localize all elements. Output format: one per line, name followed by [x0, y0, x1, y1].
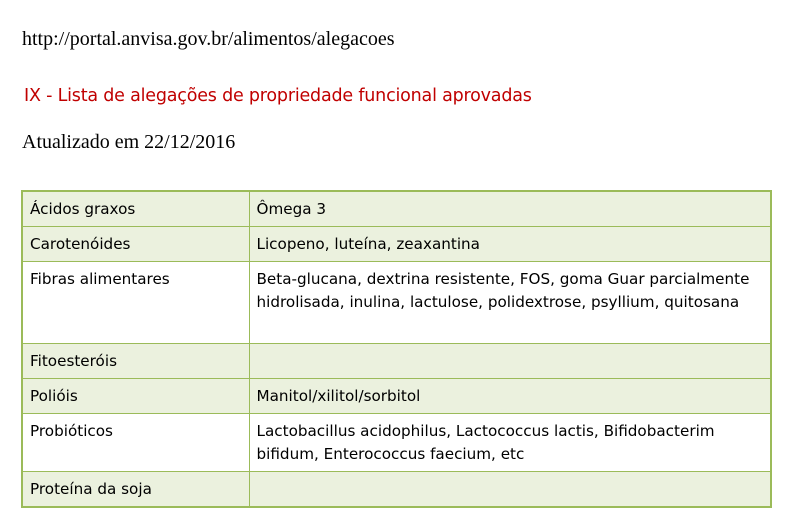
items-cell: Beta-glucana, dextrina resistente, FOS, goma Guar parcialmente hidrolisada, inulina, lactulose, polidextrose, psyllium, quitosana — [249, 262, 771, 344]
items-cell: Lactobacillus acidophilus, Lactococcus lactis, Bifidobacterim bifidum, Enterococcus faecium, etc — [249, 414, 771, 472]
category-cell: Polióis — [22, 379, 249, 414]
functional-claims-table — [21, 190, 772, 508]
category-cell: Fitoesteróis — [22, 344, 249, 379]
updated-date: Atualizado em 22/12/2016 — [22, 131, 236, 153]
category-cell: Fibras alimentares — [22, 262, 249, 344]
category-cell: Proteína da soja — [22, 472, 249, 508]
category-cell: Carotenóides — [22, 227, 249, 262]
table-row — [22, 472, 771, 508]
items-cell: Manitol/xilitol/sorbitol — [249, 379, 771, 414]
category-cell: Probióticos — [22, 414, 249, 472]
items-cell — [249, 472, 771, 508]
category-cell: Ácidos graxos — [22, 191, 249, 227]
items-cell — [249, 344, 771, 379]
section-heading: IX - Lista de alegações de propriedade funcional aprovadas — [24, 86, 532, 106]
table-row — [22, 344, 771, 379]
table-row — [22, 262, 771, 344]
items-cell: Licopeno, luteína, zeaxantina — [249, 227, 771, 262]
table-row — [22, 227, 771, 262]
source-url: http://portal.anvisa.gov.br/alimentos/alegacoes — [22, 28, 395, 50]
table-row — [22, 191, 771, 227]
table-row — [22, 414, 771, 472]
items-cell: Ômega 3 — [249, 191, 771, 227]
table-row — [22, 379, 771, 414]
